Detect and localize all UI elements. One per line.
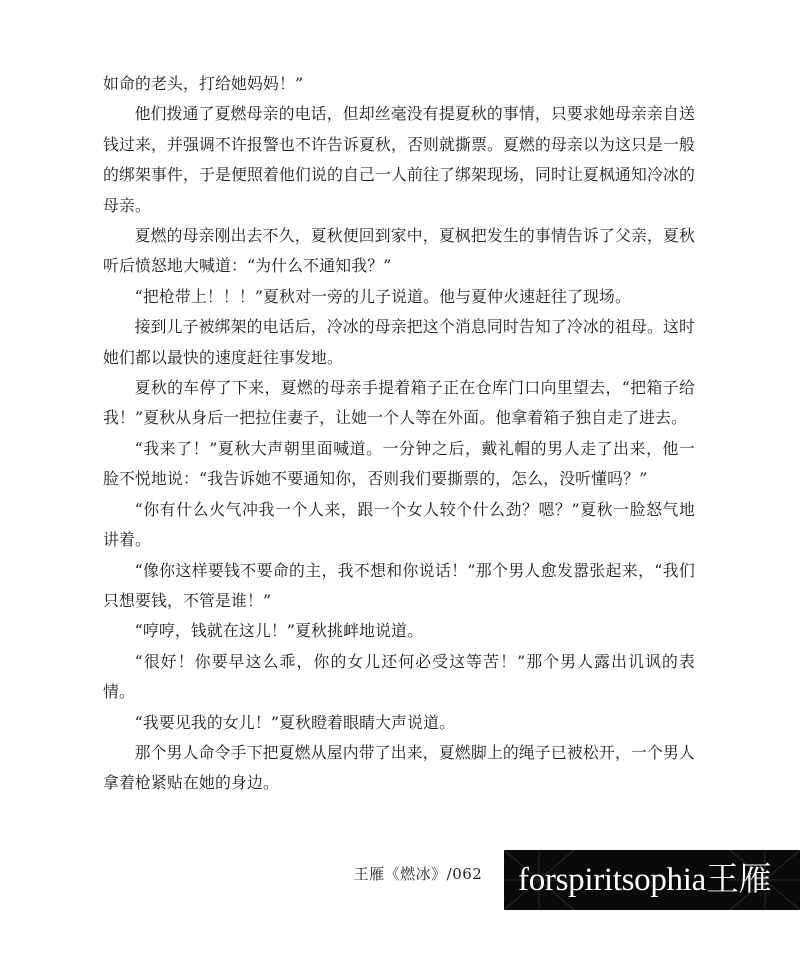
paragraph-12: “我要见我的女儿！”夏秋瞪着眼睛大声说道。 <box>134 712 456 732</box>
paragraph-5: 接到儿子被绑架的电话后，冷冰的母亲把这个消息同时告知了冷冰的祖母。这时她们都以最快的速度赶往事发地。 <box>103 317 695 367</box>
watermark-banner <box>504 850 800 910</box>
paragraph-1: 如命的老头，打给她妈妈！” <box>103 74 304 93</box>
paragraph-7: “我来了！”夏秋大声朝里面喊道。一分钟之后，戴礼帽的男人走了出来，他一脸不悦地说：“我告诉她不要通知你，否则我们要撕票的，怎么，没听懂吗？” <box>103 438 695 489</box>
paragraph-6: 夏秋的车停了下来，夏燃的母亲手提着箱子正在仓库门口向里望去，“把箱子给我！”夏秋从身后一把拉住妻子，让她一个人等在外面。他拿着箱子独自走了进去。 <box>103 378 695 428</box>
paragraph-2: 他们拨通了夏燃母亲的电话，但却丝毫没有提夏秋的事情，只要求她母亲亲自送钱过来，并强调不许报警也不许告诉夏秋，否则就撕票。夏燃的母亲以为这只是一般的绑架事件，于是便照着他们说的自己一人前往了绑架现场，同时让夏枫通知冷冰的母亲。 <box>103 104 695 215</box>
paragraph-10: “哼哼，钱就在这儿！”夏秋挑衅地说道。 <box>134 621 424 641</box>
document-body <box>103 69 695 799</box>
paragraph-4: “把枪带上！！！”夏秋对一旁的儿子说道。他与夏仲火速赶往了现场。 <box>134 286 632 306</box>
paragraph-8: “你有什么火气冲我一个人来，跟一个女人较个什么劲？嗯？”夏秋一脸怒气地讲着。 <box>103 499 695 550</box>
paragraph-9: “像你这样要钱不要命的主，我不想和你说话！”那个男人愈发嚣张起来，“我们只想要钱，不管是谁！” <box>103 560 695 610</box>
page-footer-text: 王雁《燃冰》/062 <box>353 865 483 883</box>
paragraph-11: “很好！你要早这么乖，你的女儿还何必受这等苦！”那个男人露出讥讽的表情。 <box>103 651 695 702</box>
watermark-text: forspiritsophia王雁 <box>518 862 772 898</box>
paragraph-13: 那个男人命令手下把夏燃从屋内带了出来，夏燃脚上的绳子已被松开，一个男人拿着枪紧贴在她的身边。 <box>103 742 695 793</box>
paragraph-3: 夏燃的母亲刚出去不久，夏秋便回到家中，夏枫把发生的事情告诉了父亲，夏秋听后愤怒地大喊道：“为什么不通知我？” <box>103 226 695 276</box>
